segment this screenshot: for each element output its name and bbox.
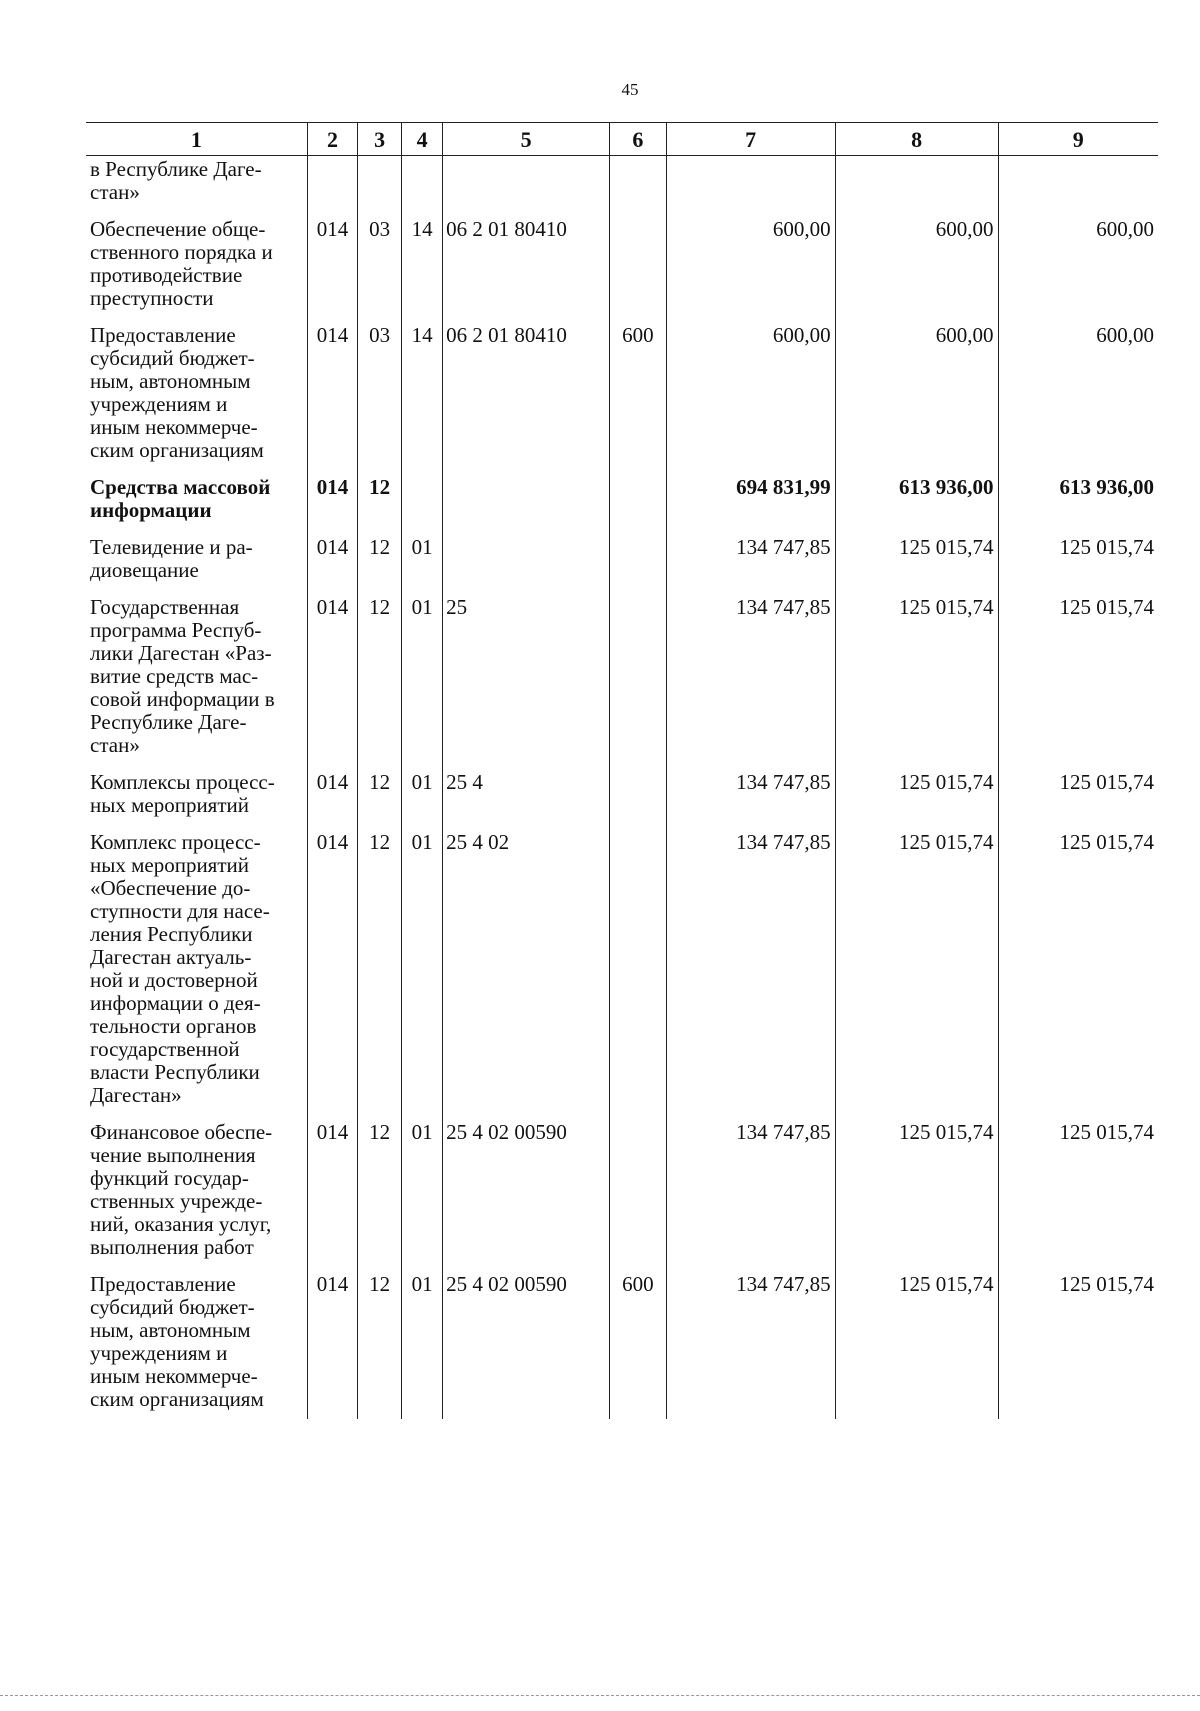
cell-subsection: 01: [402, 522, 443, 582]
cell-amount-year-3: 125 015,74: [998, 757, 1158, 817]
table-header: [86, 123, 1158, 156]
column-header-target-article: 5: [443, 123, 610, 156]
cell-subsection: 14: [402, 204, 443, 310]
cell-subsection: 14: [402, 310, 443, 462]
cell-subsection: 01: [402, 1259, 443, 1419]
table-row: [86, 817, 1158, 1107]
table-row: [86, 1107, 1158, 1259]
cell-expense-type: [610, 1107, 666, 1259]
cell-name: Комплексы процесс- ных мероприятий: [90, 770, 275, 817]
cell-target-article: [443, 156, 610, 205]
cell-amount-year-3: 600,00: [998, 310, 1158, 462]
cell-expense-type: [610, 582, 666, 757]
cell-grbs: [307, 156, 357, 205]
cell-amount-year-2: 125 015,74: [835, 582, 998, 757]
cell-target-article: 06 2 01 80410: [443, 310, 610, 462]
cell-subsection: 01: [402, 1107, 443, 1259]
cell-amount-year-2: 600,00: [835, 310, 998, 462]
page-number: 45: [621, 80, 639, 99]
table-body: [86, 156, 1158, 1420]
cell-name: Предоставление субсидий бюджет- ным, автономным учреждениям и иным некоммерче- ским организациям: [90, 1272, 264, 1411]
cell-name: Финансовое обеспе- чение выполнения функций государ- ственных учрежде- ний, оказания услуг, выполнения работ: [90, 1120, 273, 1259]
cell-amount-year-1: [666, 156, 835, 205]
cell-amount-year-2: 125 015,74: [835, 1259, 998, 1419]
cell-section: 03: [358, 204, 402, 310]
cell-expense-type: [610, 156, 666, 205]
cell-amount-year-3: 125 015,74: [998, 817, 1158, 1107]
cell-grbs: 014: [307, 204, 357, 310]
table-row: [86, 462, 1158, 522]
cell-expense-type: [610, 204, 666, 310]
cell-name: Комплекс процесс- ных мероприятий «Обеспечение до- ступности для насе- ления Республики Дагестан актуаль- ной и достоверной информации о дея- тельности органов государственной власти Республики Дагестан»: [90, 830, 270, 1107]
cell-grbs: 014: [307, 817, 357, 1107]
table-row: [86, 757, 1158, 817]
cell-amount-year-2: [835, 156, 998, 205]
cell-amount-year-3: [998, 156, 1158, 205]
cell-section: 12: [358, 1259, 402, 1419]
cell-grbs: 014: [307, 310, 357, 462]
cell-target-article: 25 4 02 00590: [443, 1107, 610, 1259]
cell-amount-year-3: 613 936,00: [998, 462, 1158, 522]
cell-expense-type: [610, 462, 666, 522]
cell-name: Средства массовой информации: [90, 475, 271, 522]
cell-amount-year-1: 134 747,85: [666, 1107, 835, 1259]
cell-amount-year-3: 600,00: [998, 204, 1158, 310]
cell-amount-year-2: 600,00: [835, 204, 998, 310]
cell-amount-year-3: 125 015,74: [998, 582, 1158, 757]
cell-amount-year-1: 134 747,85: [666, 757, 835, 817]
cell-grbs: 014: [307, 462, 357, 522]
cell-target-article: [443, 462, 610, 522]
cell-section: 12: [358, 522, 402, 582]
cell-expense-type: [610, 757, 666, 817]
cell-amount-year-2: 125 015,74: [835, 817, 998, 1107]
column-header-section: 3: [358, 123, 402, 156]
cell-grbs: 014: [307, 522, 357, 582]
table-row: [86, 1259, 1158, 1419]
cell-grbs: 014: [307, 582, 357, 757]
cell-amount-year-2: 125 015,74: [835, 757, 998, 817]
cell-subsection: 01: [402, 817, 443, 1107]
cell-amount-year-2: 125 015,74: [835, 1107, 998, 1259]
cell-expense-type: 600: [610, 310, 666, 462]
cell-section: 12: [358, 462, 402, 522]
cell-grbs: 014: [307, 757, 357, 817]
cell-subsection: [402, 462, 443, 522]
cell-target-article: 25 4 02: [443, 817, 610, 1107]
column-header-year-3: 9: [998, 123, 1158, 156]
cell-expense-type: 600: [610, 1259, 666, 1419]
cell-expense-type: [610, 522, 666, 582]
table-row: [86, 310, 1158, 462]
cell-subsection: 01: [402, 757, 443, 817]
column-header-year-1: 7: [666, 123, 835, 156]
cell-name: Телевидение и ра- диовещание: [90, 535, 253, 582]
cell-name: Обеспечение обще- ственного порядка и противодействие преступности: [90, 217, 273, 310]
cell-subsection: 01: [402, 582, 443, 757]
cell-amount-year-3: 125 015,74: [998, 1107, 1158, 1259]
table-row: [86, 204, 1158, 310]
cell-expense-type: [610, 817, 666, 1107]
bottom-scan-rule: [0, 1695, 1200, 1696]
cell-amount-year-2: 125 015,74: [835, 522, 998, 582]
column-header-grbs: 2: [307, 123, 357, 156]
cell-section: 12: [358, 1107, 402, 1259]
budget-table: [86, 122, 1158, 1419]
cell-amount-year-1: 600,00: [666, 204, 835, 310]
cell-amount-year-1: 694 831,99: [666, 462, 835, 522]
cell-target-article: 25 4: [443, 757, 610, 817]
cell-amount-year-3: 125 015,74: [998, 1259, 1158, 1419]
cell-amount-year-1: 134 747,85: [666, 1259, 835, 1419]
cell-target-article: 25: [443, 582, 610, 757]
table-row: [86, 156, 1158, 205]
header-row: [86, 123, 1158, 156]
column-header-subsection: 4: [402, 123, 443, 156]
cell-amount-year-1: 134 747,85: [666, 582, 835, 757]
cell-grbs: 014: [307, 1107, 357, 1259]
table-row: [86, 582, 1158, 757]
cell-amount-year-3: 125 015,74: [998, 522, 1158, 582]
cell-section: 12: [358, 757, 402, 817]
column-header-expense-type: 6: [610, 123, 666, 156]
cell-name: Государственная программа Респуб- лики Дагестан «Раз- витие средств мас- совой информации в Республике Даге- стан»: [90, 595, 275, 757]
cell-name: в Республике Даге- стан»: [90, 157, 262, 204]
cell-amount-year-1: 600,00: [666, 310, 835, 462]
cell-grbs: 014: [307, 1259, 357, 1419]
cell-section: 03: [358, 310, 402, 462]
cell-name: Предоставление субсидий бюджет- ным, автономным учреждениям и иным некоммерче- ским организациям: [90, 323, 264, 462]
cell-subsection: [402, 156, 443, 205]
column-header-name: 1: [86, 123, 307, 156]
cell-amount-year-1: 134 747,85: [666, 817, 835, 1107]
column-header-year-2: 8: [835, 123, 998, 156]
cell-target-article: [443, 522, 610, 582]
cell-amount-year-2: 613 936,00: [835, 462, 998, 522]
cell-section: [358, 156, 402, 205]
cell-target-article: 25 4 02 00590: [443, 1259, 610, 1419]
cell-section: 12: [358, 817, 402, 1107]
cell-section: 12: [358, 582, 402, 757]
cell-amount-year-1: 134 747,85: [666, 522, 835, 582]
cell-target-article: 06 2 01 80410: [443, 204, 610, 310]
table-row: [86, 522, 1158, 582]
